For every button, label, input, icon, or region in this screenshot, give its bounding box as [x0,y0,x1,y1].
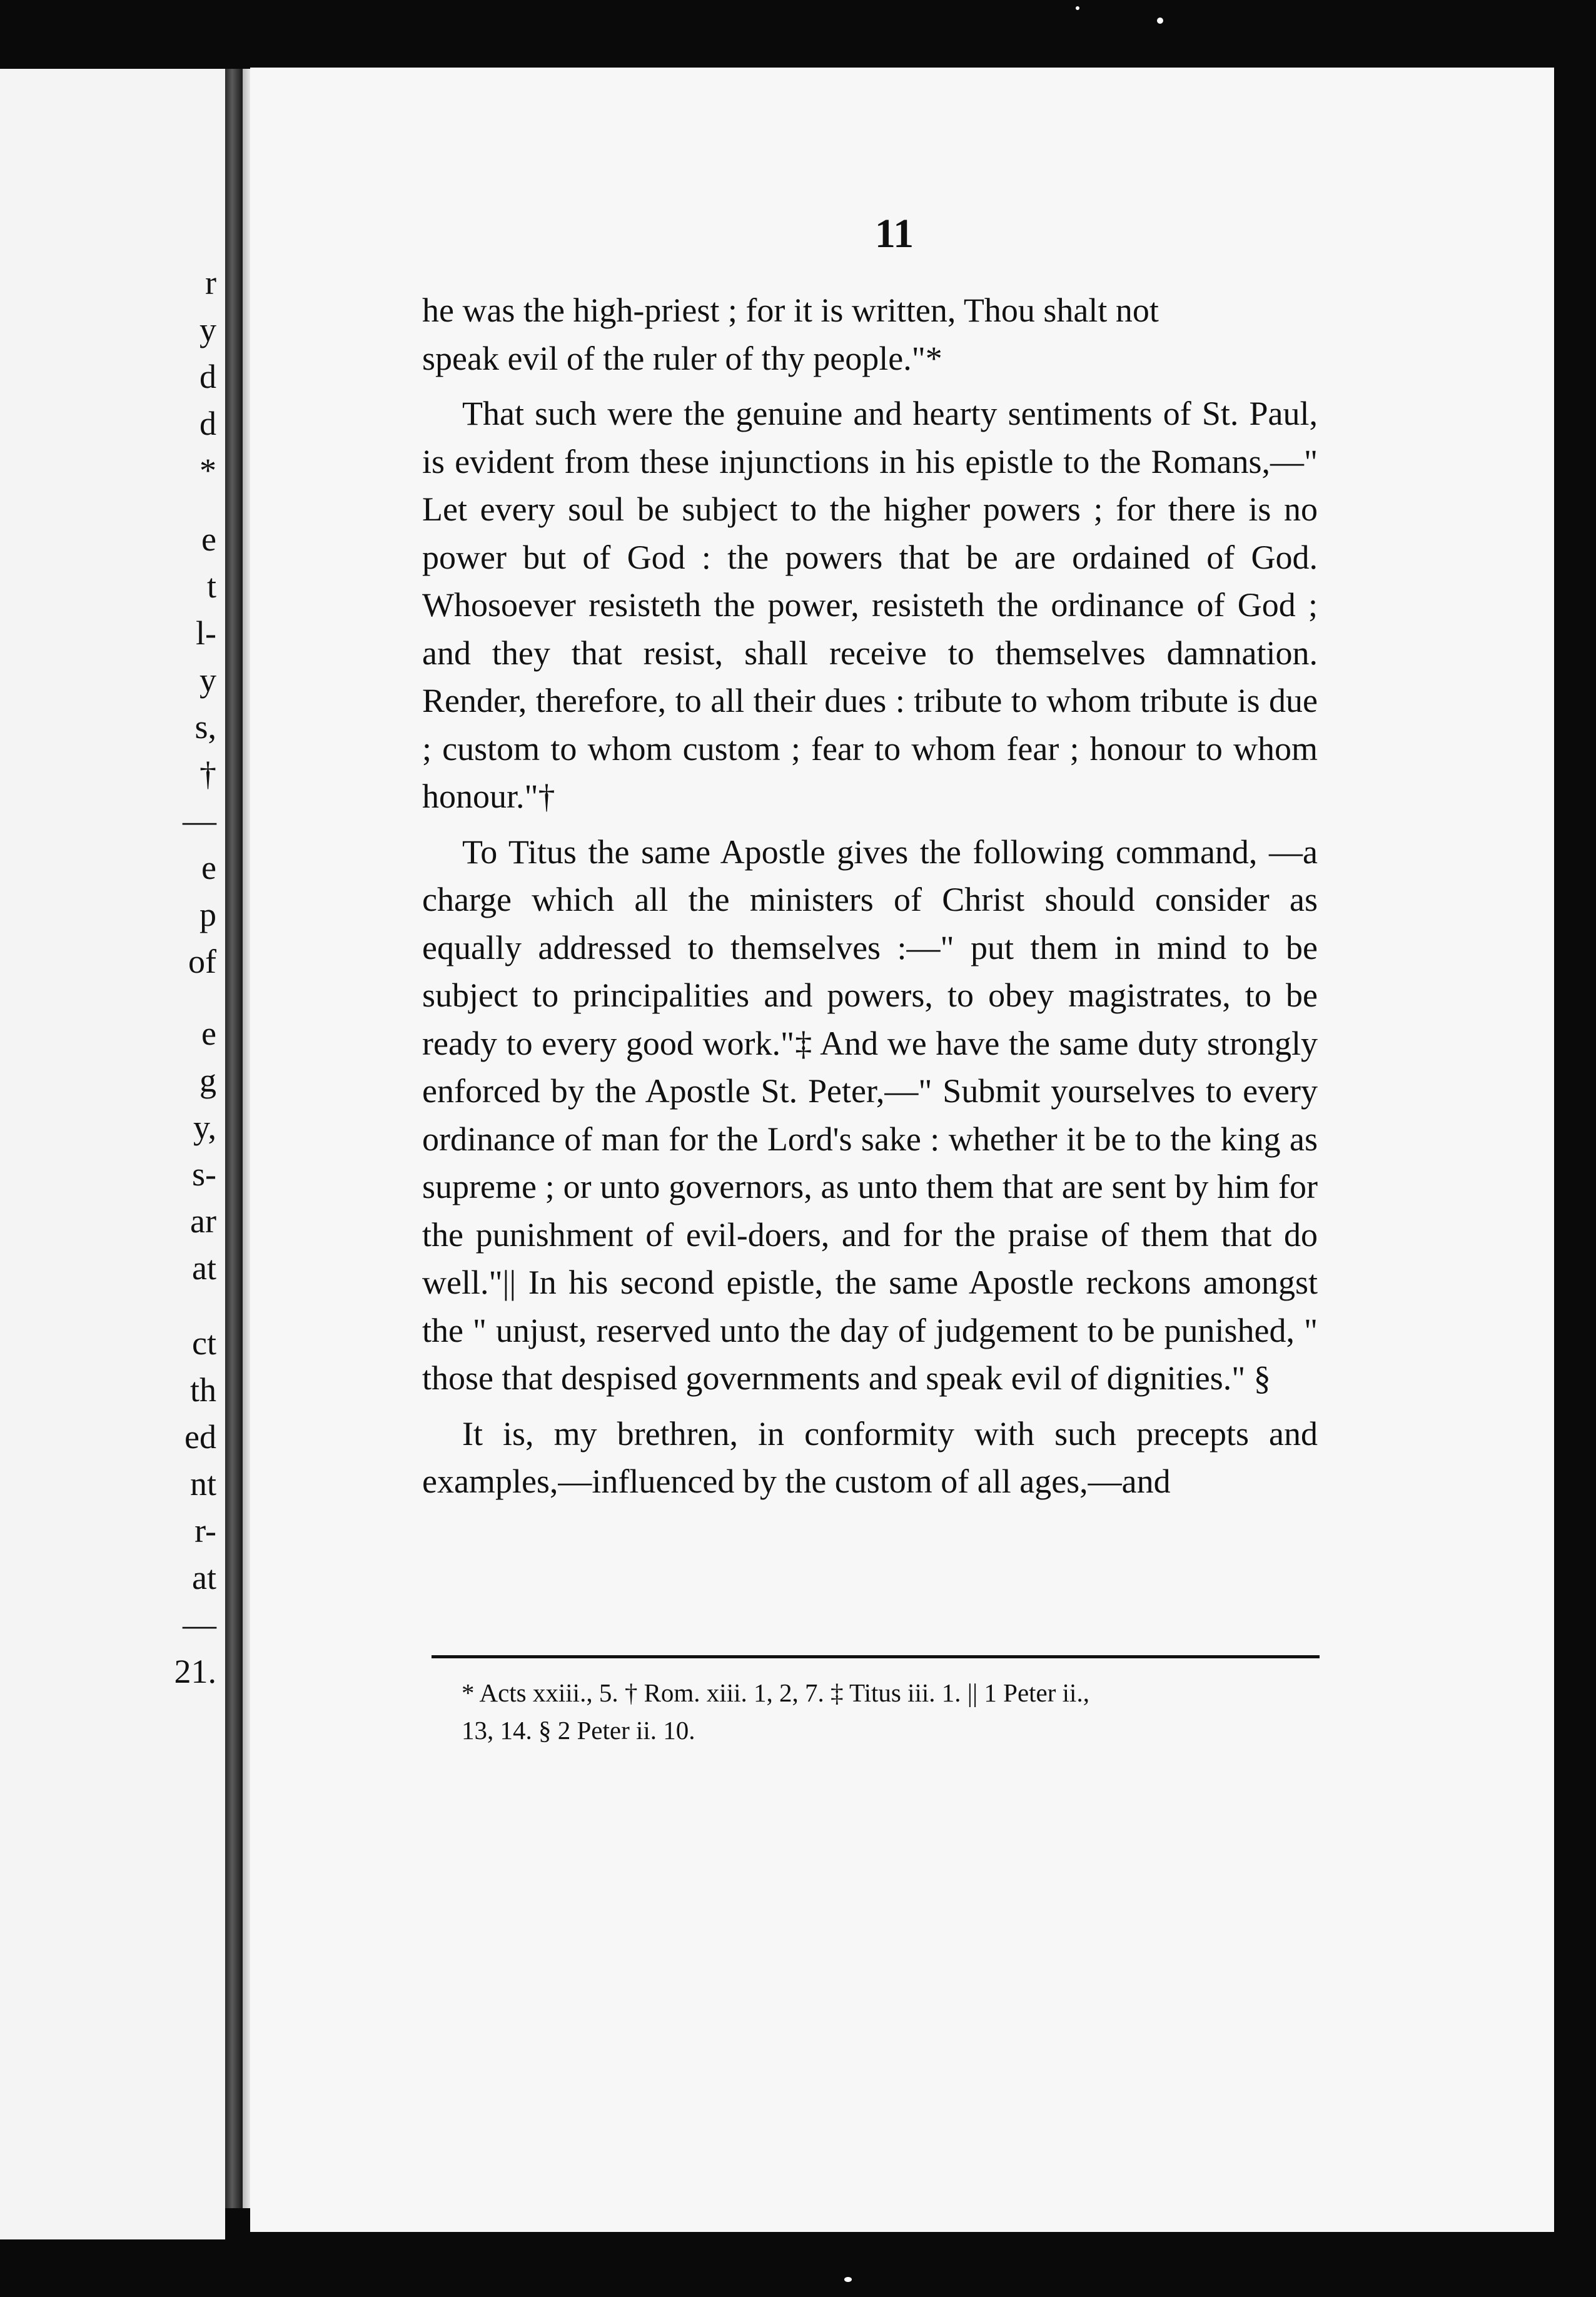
footnotes: * Acts xxiii., 5. † Rom. xiii. 1, 2, 7. ‡ Titus iii. 1. || 1 Peter ii., 13, 14. § 2 Peter ii. 10. [462,1678,1089,1745]
facing-page-fragment: s, [194,708,216,746]
paragraph: That such were the genuine and hearty sentiments of St. Paul, is evident from these injunctions in his epistle to the Romans,—" Let every soul be subject to the higher powers ; for there is no power but of God : the powers that be are ordained of God. Whosoever resisteth the power, resisteth the ordinance of God ; and they that resist, shall receive to themselves damnation. Render, therefore, to all their dues : tribute to whom tribute is due ; custom to whom custom ; fear to whom fear ; honour to whom honour."† [422,395,1318,815]
scan-speck [1157,18,1163,24]
facing-page-fragment: y [200,661,216,699]
footnote-rule [432,1655,1320,1658]
facing-page-fragment: — [183,1606,216,1643]
facing-page-fragment: s- [192,1155,216,1193]
book-page [250,68,1554,2232]
facing-page-fragment: ct [192,1324,216,1362]
facing-page-fragment: nt [189,1465,216,1503]
scan-speck [1076,6,1079,10]
page-number: 11 [874,211,914,256]
facing-page-fragment: — [183,802,216,839]
facing-page-fragment: r [205,264,216,302]
facing-page-fragment: e [201,520,216,558]
facing-page-fragment: at [192,1249,216,1287]
facing-page-edge [0,69,225,2239]
facing-page-fragment: 21. [174,1653,216,1690]
paragraph-continuation: he was the high-priest ; for it is written, Thou shalt not speak evil of the ruler of thy people."* [422,292,1159,377]
facing-page-fragment: d [200,405,216,442]
book-spine-highlight [243,69,250,2208]
facing-page-fragment: y, [193,1108,216,1146]
facing-page-fragment: r- [194,1512,216,1549]
scan-speck [844,2277,852,2282]
facing-page-fragment: ed [184,1418,216,1456]
facing-page-fragment: ar [190,1202,216,1240]
paragraph: It is, my brethren, in conformity with such precepts and examples,—influenced by the custom of all ages,—and [422,1414,1318,1500]
facing-page-fragment: l- [196,614,216,652]
facing-page-fragment: d [200,358,216,395]
facing-page-fragment: * [200,452,216,489]
facing-page-fragment: p [200,896,216,933]
facing-page-fragment: of [188,943,216,980]
body-text [422,286,1318,1513]
paragraph: To Titus the same Apostle gives the following command, —a charge which all the ministers of Christ should consider as equally addressed to themselves :—" put them in mind to be subject to principalities and powers, to obey magistrates, to be ready to every good work."‡ And we have the same duty strongly enforced by the Apostle St. Peter,—" Submit yourselves to every ordinance of man for the Lord's sake : whether it be to the king as supreme ; or unto governors, as unto them that are sent by him for the punishment of evil-doers, and for the praise of them that do well."|| In his second epistle, the same Apostle reckons amongst the " unjust, reserved unto the day of judgement to be punished, " those that despised governments and speak evil of dignities." § [422,833,1318,1397]
facing-page-fragment: t [206,567,216,605]
facing-page-fragment: g [200,1062,216,1099]
facing-page-fragment: th [189,1371,216,1409]
facing-page-fragment: at [192,1559,216,1596]
facing-page-fragment: e [201,849,216,886]
facing-page-fragment: † [200,755,216,793]
facing-page-fragment: y [200,311,216,348]
book-spine-shadow [225,69,243,2208]
facing-page-fragment: e [201,1015,216,1052]
